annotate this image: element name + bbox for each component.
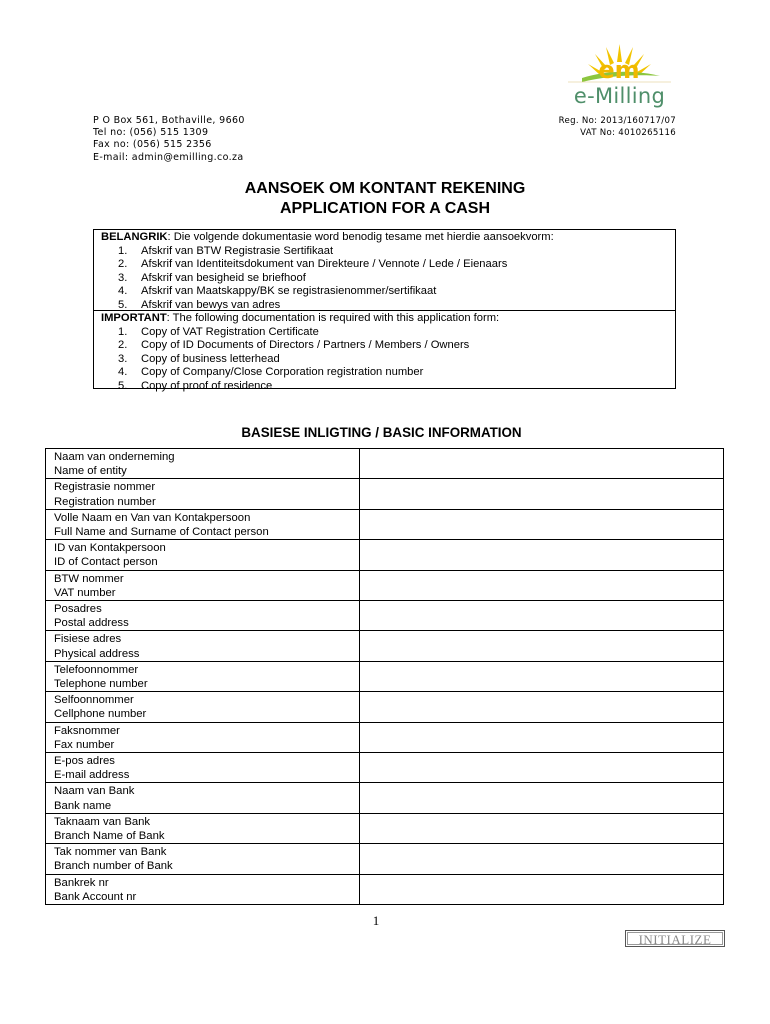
field-label — [46, 479, 360, 509]
fax-number: Fax no: (056) 515 2356 — [93, 139, 212, 151]
field-label-english: E-mail address — [54, 769, 130, 782]
field-label-afrikaans: Tak nommer van Bank — [54, 846, 167, 859]
field-label-english: Fax number — [54, 738, 115, 751]
table-row — [46, 540, 724, 570]
field-label-english: Branch number of Bank — [54, 860, 173, 873]
field-label-english: Bank Account nr — [54, 890, 137, 903]
field-label-english: ID of Contact person — [54, 556, 158, 569]
field-input[interactable] — [360, 844, 724, 874]
notice-item: 3. Afskrif van besigheid se briefhoof — [118, 271, 306, 284]
field-label-english: Name of entity — [54, 465, 127, 478]
notice-heading — [101, 312, 675, 326]
field-label-afrikaans: Faksnommer — [54, 724, 120, 737]
field-label-afrikaans: Taknaam van Bank — [54, 815, 151, 828]
logo-wordmark: e-Milling — [573, 84, 666, 108]
field-label-afrikaans: Registrasie nommer — [54, 481, 156, 494]
notice-english — [94, 311, 675, 394]
table-row — [46, 722, 724, 752]
notice-label: BELANGRIK — [101, 231, 168, 243]
field-label — [46, 692, 360, 722]
field-label — [46, 601, 360, 631]
reg-number: Reg. No: 2013/160717/07 — [558, 116, 676, 126]
field-input[interactable] — [360, 753, 724, 783]
field-input[interactable] — [360, 479, 724, 509]
field-label-afrikaans: ID van Kontakpersoon — [54, 542, 166, 555]
field-label — [46, 874, 360, 904]
table-row — [46, 570, 724, 600]
field-input[interactable] — [360, 661, 724, 691]
field-input[interactable] — [360, 692, 724, 722]
form-title-afrikaans: AANSOEK OM KONTANT REKENING — [244, 180, 526, 197]
table-row — [46, 692, 724, 722]
field-label — [46, 661, 360, 691]
page-number: 1 — [372, 913, 380, 928]
initialize-field[interactable] — [625, 930, 725, 947]
table-row — [46, 509, 724, 539]
field-label-afrikaans: BTW nommer — [54, 572, 124, 585]
field-label-afrikaans: E-pos adres — [54, 755, 115, 768]
field-label — [46, 813, 360, 843]
notice-label: IMPORTANT — [101, 312, 167, 324]
field-label-afrikaans: Volle Naam en Van van Kontakpersoon — [54, 511, 251, 524]
field-input[interactable] — [360, 601, 724, 631]
field-label — [46, 509, 360, 539]
field-label-english: Telephone number — [54, 678, 148, 691]
field-label-afrikaans: Fisiese adres — [54, 633, 122, 646]
logo-monogram: em — [598, 56, 640, 84]
notice-item: 5. Afskrif van bewys van adres — [118, 298, 281, 311]
field-label — [46, 783, 360, 813]
field-label-english: Branch Name of Bank — [54, 830, 165, 843]
table-row — [46, 601, 724, 631]
basic-info-heading: BASIESE INLIGTING / BASIC INFORMATION — [241, 425, 522, 440]
table-row — [46, 813, 724, 843]
form-title-english: APPLICATION FOR A CASH — [279, 200, 491, 217]
table-row — [46, 753, 724, 783]
field-input[interactable] — [360, 509, 724, 539]
field-label-english: Full Name and Surname of Contact person — [54, 526, 269, 539]
field-label — [46, 722, 360, 752]
notice-text: : Die volgende dokumentasie word benodig tesame met hierdie aansoekvorm: — [167, 231, 554, 243]
contact-block — [93, 115, 245, 164]
field-label-english: Postal address — [54, 617, 129, 630]
notice-heading — [101, 231, 675, 245]
field-label — [46, 631, 360, 661]
field-label-afrikaans: Naam van Bank — [54, 785, 135, 798]
field-input[interactable] — [360, 540, 724, 570]
notice-text: : The following documentation is required with this application form: — [166, 312, 500, 324]
field-label-english: Registration number — [54, 495, 156, 508]
notice-list — [101, 326, 675, 394]
table-row — [46, 783, 724, 813]
field-input[interactable] — [360, 874, 724, 904]
table-row — [46, 874, 724, 904]
field-label-english: VAT number — [54, 586, 116, 599]
field-input[interactable] — [360, 722, 724, 752]
notice-item: 4. Copy of Company/Close Corporation registration number — [118, 366, 424, 379]
tel-number: Tel no: (056) 515 1309 — [93, 127, 209, 139]
registration-block — [559, 115, 676, 139]
notice-item: 1. Copy of VAT Registration Certificate — [118, 325, 319, 338]
table-row — [46, 661, 724, 691]
field-label — [46, 540, 360, 570]
notice-afrikaans — [94, 230, 675, 311]
table-row — [46, 479, 724, 509]
notice-item: 4. Afskrif van Maatskappy/BK se registrasienommer/sertifikaat — [118, 285, 437, 298]
postal-address: P O Box 561, Bothaville, 9660 — [93, 115, 245, 126]
email-address: E-mail: admin@emilling.co.za — [93, 151, 244, 163]
notice-item: 3. Copy of business letterhead — [118, 352, 280, 365]
field-label — [46, 449, 360, 479]
field-input[interactable] — [360, 449, 724, 479]
field-label-afrikaans: Selfoonnommer — [54, 694, 134, 707]
field-label-afrikaans: Naam van onderneming — [54, 451, 175, 463]
field-label — [46, 753, 360, 783]
notice-item: 1. Afskrif van BTW Registrasie Sertifikaat — [118, 244, 334, 257]
initialize-label: INITIALIZE — [627, 932, 723, 945]
required-documents-box — [93, 229, 676, 392]
field-label-afrikaans: Posadres — [54, 603, 102, 616]
table-row — [46, 449, 724, 479]
notice-item: 2. Copy of ID Documents of Directors / Partners / Members / Owners — [118, 339, 470, 352]
table-row — [46, 631, 724, 661]
field-label-afrikaans: Telefoonnommer — [54, 663, 139, 676]
field-input[interactable] — [360, 570, 724, 600]
field-label-english: Bank name — [54, 799, 112, 812]
notice-list — [101, 245, 675, 313]
table-row — [46, 844, 724, 874]
field-input[interactable] — [360, 813, 724, 843]
notice-item: 5. Copy of proof of residence — [118, 379, 273, 392]
field-input[interactable] — [360, 783, 724, 813]
field-input[interactable] — [360, 631, 724, 661]
field-label-afrikaans: Bankrek nr — [54, 876, 109, 889]
field-label — [46, 844, 360, 874]
field-label-english: Physical address — [54, 647, 140, 660]
field-label — [46, 570, 360, 600]
vat-number: VAT No: 4010265116 — [580, 128, 676, 139]
field-label-english: Cellphone number — [54, 708, 147, 721]
notice-item: 2. Afskrif van Identiteitsdokument van Direkteure / Vennote / Lede / Eienaars — [118, 258, 508, 271]
basic-info-table — [45, 448, 724, 905]
